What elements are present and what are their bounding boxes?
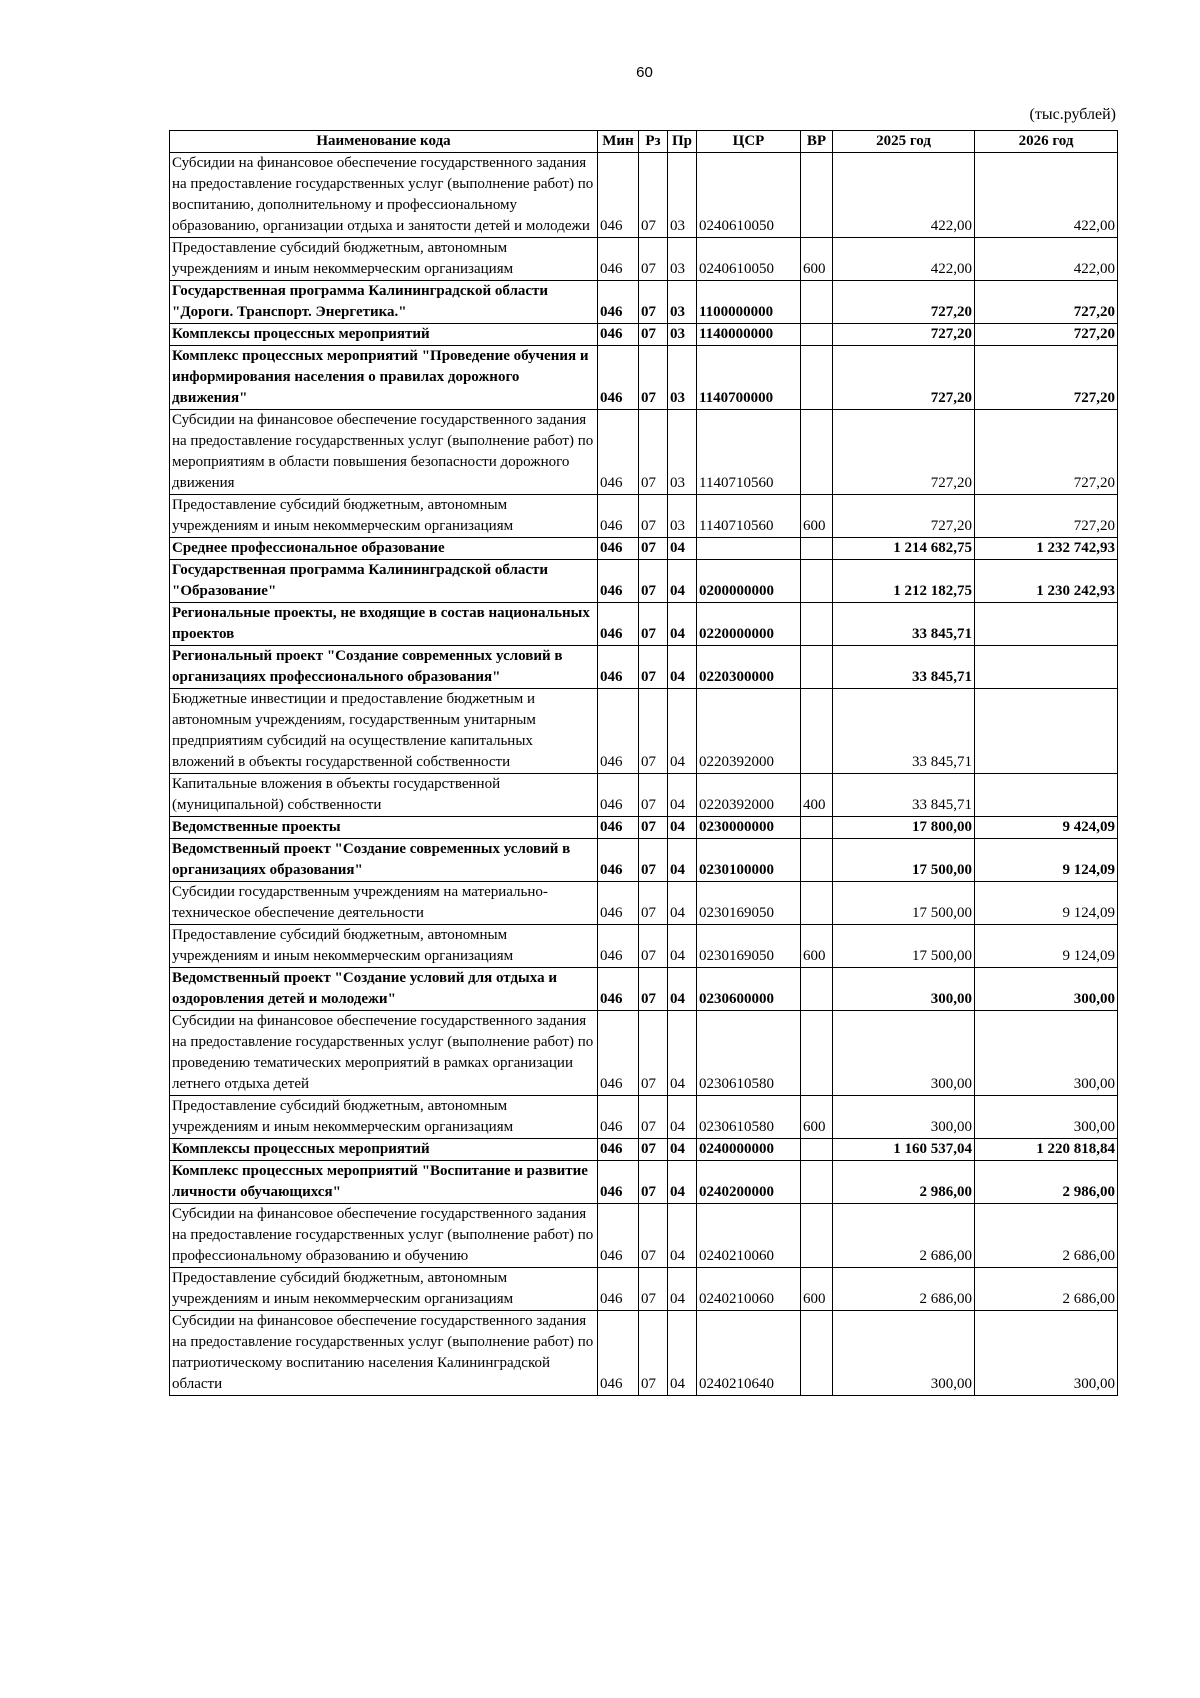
cell-name: Субсидии на финансовое обеспечение государственного задания на предоставление государственных услуг (выполнение работ) по проведению тематических мероприятий в рамках организации летнего отдыха детей xyxy=(170,1011,598,1096)
cell-2026: 1 220 818,84 xyxy=(975,1139,1118,1161)
cell-vr xyxy=(801,346,833,410)
table-row xyxy=(170,1204,1118,1268)
cell-2025: 17 800,00 xyxy=(833,817,975,839)
table-row xyxy=(170,346,1118,410)
cell-min: 046 xyxy=(598,560,639,603)
header-name: Наименование кода xyxy=(170,131,598,153)
cell-name: Субсидии на финансовое обеспечение государственного задания на предоставление государственных услуг (выполнение работ) по мероприятиям в области повышения безопасности дорожного движения xyxy=(170,410,598,495)
cell-2025: 422,00 xyxy=(833,238,975,281)
table-row xyxy=(170,1311,1118,1396)
cell-csr: 0230169050 xyxy=(697,882,801,925)
cell-2025: 17 500,00 xyxy=(833,839,975,882)
cell-2025: 33 845,71 xyxy=(833,603,975,646)
cell-rz: 07 xyxy=(639,1139,668,1161)
table-row xyxy=(170,1096,1118,1139)
cell-2025: 2 686,00 xyxy=(833,1268,975,1311)
cell-csr: 0230610580 xyxy=(697,1011,801,1096)
cell-vr xyxy=(801,882,833,925)
table-row xyxy=(170,968,1118,1011)
cell-vr: 600 xyxy=(801,1268,833,1311)
cell-pr: 04 xyxy=(668,774,697,817)
cell-pr: 03 xyxy=(668,324,697,346)
table-row xyxy=(170,538,1118,560)
cell-rz: 07 xyxy=(639,538,668,560)
cell-pr: 04 xyxy=(668,603,697,646)
table-row xyxy=(170,324,1118,346)
cell-2026 xyxy=(975,646,1118,689)
cell-2025: 300,00 xyxy=(833,968,975,1011)
cell-min: 046 xyxy=(598,153,639,238)
cell-vr xyxy=(801,1311,833,1396)
cell-name: Комплексы процессных мероприятий xyxy=(170,324,598,346)
cell-rz: 07 xyxy=(639,689,668,774)
cell-2025: 17 500,00 xyxy=(833,925,975,968)
cell-rz: 07 xyxy=(639,1204,668,1268)
cell-vr xyxy=(801,538,833,560)
cell-vr: 600 xyxy=(801,238,833,281)
cell-name: Комплекс процессных мероприятий "Проведение обучения и информирования населения о правилах дорожного движения" xyxy=(170,346,598,410)
cell-rz: 07 xyxy=(639,153,668,238)
cell-pr: 04 xyxy=(668,1311,697,1396)
cell-min: 046 xyxy=(598,346,639,410)
cell-2026: 727,20 xyxy=(975,281,1118,324)
cell-vr xyxy=(801,646,833,689)
cell-vr xyxy=(801,689,833,774)
cell-2026: 9 124,09 xyxy=(975,882,1118,925)
cell-min: 046 xyxy=(598,839,639,882)
cell-pr: 04 xyxy=(668,560,697,603)
cell-csr xyxy=(697,538,801,560)
cell-rz: 07 xyxy=(639,495,668,538)
cell-2026: 300,00 xyxy=(975,1011,1118,1096)
cell-rz: 07 xyxy=(639,882,668,925)
cell-min: 046 xyxy=(598,324,639,346)
header-rz: Рз xyxy=(639,131,668,153)
cell-vr xyxy=(801,968,833,1011)
cell-2025: 300,00 xyxy=(833,1011,975,1096)
cell-2025: 422,00 xyxy=(833,153,975,238)
cell-csr: 0230169050 xyxy=(697,925,801,968)
cell-2026: 9 124,09 xyxy=(975,839,1118,882)
table-row xyxy=(170,774,1118,817)
table-row xyxy=(170,689,1118,774)
cell-2026: 727,20 xyxy=(975,346,1118,410)
cell-csr: 0240200000 xyxy=(697,1161,801,1204)
cell-min: 046 xyxy=(598,817,639,839)
cell-rz: 07 xyxy=(639,560,668,603)
cell-csr: 0240210060 xyxy=(697,1268,801,1311)
cell-2025: 727,20 xyxy=(833,410,975,495)
cell-pr: 04 xyxy=(668,1139,697,1161)
cell-min: 046 xyxy=(598,1204,639,1268)
table-row xyxy=(170,238,1118,281)
cell-pr: 03 xyxy=(668,281,697,324)
cell-vr: 600 xyxy=(801,1096,833,1139)
table-row xyxy=(170,1011,1118,1096)
cell-rz: 07 xyxy=(639,346,668,410)
cell-vr xyxy=(801,1011,833,1096)
cell-csr: 0240210640 xyxy=(697,1311,801,1396)
table-row xyxy=(170,1139,1118,1161)
cell-csr: 1140000000 xyxy=(697,324,801,346)
cell-vr xyxy=(801,1161,833,1204)
cell-rz: 07 xyxy=(639,324,668,346)
table-row xyxy=(170,153,1118,238)
cell-2026: 1 230 242,93 xyxy=(975,560,1118,603)
cell-2026: 300,00 xyxy=(975,1311,1118,1396)
cell-rz: 07 xyxy=(639,238,668,281)
cell-min: 046 xyxy=(598,603,639,646)
cell-2026: 300,00 xyxy=(975,1096,1118,1139)
cell-csr: 1140710560 xyxy=(697,410,801,495)
cell-min: 046 xyxy=(598,238,639,281)
table-row xyxy=(170,646,1118,689)
cell-name: Субсидии на финансовое обеспечение государственного задания на предоставление государственных услуг (выполнение работ) по профессиональному образованию и обучению xyxy=(170,1204,598,1268)
cell-name: Среднее профессиональное образование xyxy=(170,538,598,560)
cell-min: 046 xyxy=(598,968,639,1011)
cell-rz: 07 xyxy=(639,1311,668,1396)
cell-min: 046 xyxy=(598,1139,639,1161)
cell-2025: 2 686,00 xyxy=(833,1204,975,1268)
cell-rz: 07 xyxy=(639,968,668,1011)
table-row xyxy=(170,281,1118,324)
cell-min: 046 xyxy=(598,689,639,774)
page-number: 60 xyxy=(636,64,653,81)
cell-2025: 33 845,71 xyxy=(833,646,975,689)
cell-vr xyxy=(801,560,833,603)
header-2025: 2025 год xyxy=(833,131,975,153)
cell-rz: 07 xyxy=(639,603,668,646)
cell-csr: 0220300000 xyxy=(697,646,801,689)
cell-name: Ведомственный проект "Создание условий для отдыха и оздоровления детей и молодежи" xyxy=(170,968,598,1011)
cell-csr: 0220392000 xyxy=(697,689,801,774)
table-row xyxy=(170,882,1118,925)
cell-2025: 1 160 537,04 xyxy=(833,1139,975,1161)
cell-vr: 600 xyxy=(801,925,833,968)
cell-name: Комплексы процессных мероприятий xyxy=(170,1139,598,1161)
cell-2025: 727,20 xyxy=(833,281,975,324)
cell-csr: 0230100000 xyxy=(697,839,801,882)
cell-2025: 2 986,00 xyxy=(833,1161,975,1204)
cell-vr xyxy=(801,153,833,238)
table-body xyxy=(170,153,1118,1396)
cell-rz: 07 xyxy=(639,410,668,495)
cell-rz: 07 xyxy=(639,1096,668,1139)
cell-name: Комплекс процессных мероприятий "Воспитание и развитие личности обучающихся" xyxy=(170,1161,598,1204)
cell-csr: 0220000000 xyxy=(697,603,801,646)
budget-table xyxy=(169,130,1118,1396)
cell-csr: 0230610580 xyxy=(697,1096,801,1139)
cell-csr: 0240610050 xyxy=(697,153,801,238)
cell-2026: 2 686,00 xyxy=(975,1268,1118,1311)
cell-rz: 07 xyxy=(639,839,668,882)
cell-2026: 9 424,09 xyxy=(975,817,1118,839)
cell-2026: 422,00 xyxy=(975,153,1118,238)
cell-csr: 0230600000 xyxy=(697,968,801,1011)
cell-2025: 33 845,71 xyxy=(833,689,975,774)
cell-vr xyxy=(801,603,833,646)
cell-pr: 04 xyxy=(668,689,697,774)
cell-pr: 04 xyxy=(668,1204,697,1268)
cell-name: Субсидии государственным учреждениям на материально-техническое обеспечение деятельности xyxy=(170,882,598,925)
cell-pr: 03 xyxy=(668,153,697,238)
cell-vr xyxy=(801,839,833,882)
cell-2026: 300,00 xyxy=(975,968,1118,1011)
cell-min: 046 xyxy=(598,1268,639,1311)
cell-min: 046 xyxy=(598,495,639,538)
cell-2025: 17 500,00 xyxy=(833,882,975,925)
cell-rz: 07 xyxy=(639,817,668,839)
cell-vr xyxy=(801,410,833,495)
cell-name: Ведомственные проекты xyxy=(170,817,598,839)
header-pr: Пр xyxy=(668,131,697,153)
header-vr: ВР xyxy=(801,131,833,153)
cell-pr: 04 xyxy=(668,817,697,839)
cell-2026: 2 986,00 xyxy=(975,1161,1118,1204)
cell-2026 xyxy=(975,603,1118,646)
cell-name: Предоставление субсидий бюджетным, автономным учреждениям и иным некоммерческим организациям xyxy=(170,238,598,281)
cell-name: Региональный проект "Создание современных условий в организациях профессионального образования" xyxy=(170,646,598,689)
cell-2026: 727,20 xyxy=(975,495,1118,538)
table-row xyxy=(170,817,1118,839)
cell-2026 xyxy=(975,774,1118,817)
cell-min: 046 xyxy=(598,882,639,925)
cell-pr: 04 xyxy=(668,839,697,882)
cell-2026: 422,00 xyxy=(975,238,1118,281)
cell-csr: 0240610050 xyxy=(697,238,801,281)
cell-2026: 727,20 xyxy=(975,410,1118,495)
cell-min: 046 xyxy=(598,646,639,689)
cell-pr: 03 xyxy=(668,238,697,281)
header-min: Мин xyxy=(598,131,639,153)
cell-name: Предоставление субсидий бюджетным, автономным учреждениям и иным некоммерческим организациям xyxy=(170,495,598,538)
cell-rz: 07 xyxy=(639,925,668,968)
cell-name: Государственная программа Калининградской области "Дороги. Транспорт. Энергетика." xyxy=(170,281,598,324)
cell-min: 046 xyxy=(598,538,639,560)
cell-vr: 600 xyxy=(801,495,833,538)
cell-csr: 1100000000 xyxy=(697,281,801,324)
table-row xyxy=(170,410,1118,495)
cell-name: Предоставление субсидий бюджетным, автономным учреждениям и иным некоммерческим организациям xyxy=(170,1096,598,1139)
cell-name: Государственная программа Калининградской области "Образование" xyxy=(170,560,598,603)
table-row xyxy=(170,925,1118,968)
cell-2026: 727,20 xyxy=(975,324,1118,346)
cell-rz: 07 xyxy=(639,1268,668,1311)
table-header-row xyxy=(170,131,1118,153)
table-row xyxy=(170,603,1118,646)
cell-csr: 1140710560 xyxy=(697,495,801,538)
cell-rz: 07 xyxy=(639,1161,668,1204)
cell-2025: 727,20 xyxy=(833,346,975,410)
cell-pr: 03 xyxy=(668,346,697,410)
cell-min: 046 xyxy=(598,1161,639,1204)
cell-pr: 04 xyxy=(668,882,697,925)
cell-pr: 04 xyxy=(668,968,697,1011)
cell-2026: 2 686,00 xyxy=(975,1204,1118,1268)
cell-pr: 04 xyxy=(668,1011,697,1096)
cell-2026: 9 124,09 xyxy=(975,925,1118,968)
cell-2025: 300,00 xyxy=(833,1311,975,1396)
cell-csr: 1140700000 xyxy=(697,346,801,410)
cell-2025: 33 845,71 xyxy=(833,774,975,817)
cell-rz: 07 xyxy=(639,281,668,324)
cell-pr: 04 xyxy=(668,646,697,689)
cell-pr: 04 xyxy=(668,1161,697,1204)
cell-csr: 0240000000 xyxy=(697,1139,801,1161)
cell-name: Ведомственный проект "Создание современных условий в организациях образования" xyxy=(170,839,598,882)
table-row xyxy=(170,495,1118,538)
cell-rz: 07 xyxy=(639,646,668,689)
cell-min: 046 xyxy=(598,1011,639,1096)
cell-csr: 0220392000 xyxy=(697,774,801,817)
units-label: (тыс.рублей) xyxy=(1029,106,1116,123)
cell-2025: 1 212 182,75 xyxy=(833,560,975,603)
cell-pr: 04 xyxy=(668,925,697,968)
cell-2025: 1 214 682,75 xyxy=(833,538,975,560)
cell-name: Капитальные вложения в объекты государственной (муниципальной) собственности xyxy=(170,774,598,817)
cell-name: Бюджетные инвестиции и предоставление бюджетным и автономным учреждениям, государственным унитарным предприятиям субсидий на осуществление капитальных вложений в объекты государственной собственности xyxy=(170,689,598,774)
cell-pr: 03 xyxy=(668,410,697,495)
header-2026: 2026 год xyxy=(975,131,1118,153)
cell-2026 xyxy=(975,689,1118,774)
cell-min: 046 xyxy=(598,925,639,968)
cell-vr xyxy=(801,281,833,324)
cell-vr xyxy=(801,324,833,346)
table-row xyxy=(170,560,1118,603)
cell-2025: 727,20 xyxy=(833,495,975,538)
cell-csr: 0200000000 xyxy=(697,560,801,603)
cell-pr: 03 xyxy=(668,495,697,538)
cell-vr xyxy=(801,817,833,839)
cell-pr: 04 xyxy=(668,1096,697,1139)
cell-2025: 727,20 xyxy=(833,324,975,346)
cell-pr: 04 xyxy=(668,538,697,560)
cell-name: Предоставление субсидий бюджетным, автономным учреждениям и иным некоммерческим организациям xyxy=(170,925,598,968)
cell-min: 046 xyxy=(598,281,639,324)
cell-csr: 0240210060 xyxy=(697,1204,801,1268)
cell-name: Региональные проекты, не входящие в состав национальных проектов xyxy=(170,603,598,646)
cell-vr xyxy=(801,1204,833,1268)
cell-2026: 1 232 742,93 xyxy=(975,538,1118,560)
cell-name: Субсидии на финансовое обеспечение государственного задания на предоставление государственных услуг (выполнение работ) по воспитанию, дополнительному и профессиональному образованию, организации отдыха и занятости детей и молодежи xyxy=(170,153,598,238)
cell-2025: 300,00 xyxy=(833,1096,975,1139)
cell-min: 046 xyxy=(598,410,639,495)
table-row xyxy=(170,1161,1118,1204)
cell-min: 046 xyxy=(598,774,639,817)
cell-rz: 07 xyxy=(639,774,668,817)
cell-min: 046 xyxy=(598,1311,639,1396)
cell-vr xyxy=(801,1139,833,1161)
cell-csr: 0230000000 xyxy=(697,817,801,839)
cell-vr: 400 xyxy=(801,774,833,817)
cell-pr: 04 xyxy=(668,1268,697,1311)
cell-name: Субсидии на финансовое обеспечение государственного задания на предоставление государственных услуг (выполнение работ) по патриотическому воспитанию населения Калининградской области xyxy=(170,1311,598,1396)
cell-min: 046 xyxy=(598,1096,639,1139)
cell-name: Предоставление субсидий бюджетным, автономным учреждениям и иным некоммерческим организациям xyxy=(170,1268,598,1311)
header-csr: ЦСР xyxy=(697,131,801,153)
table-row xyxy=(170,839,1118,882)
cell-rz: 07 xyxy=(639,1011,668,1096)
table-row xyxy=(170,1268,1118,1311)
